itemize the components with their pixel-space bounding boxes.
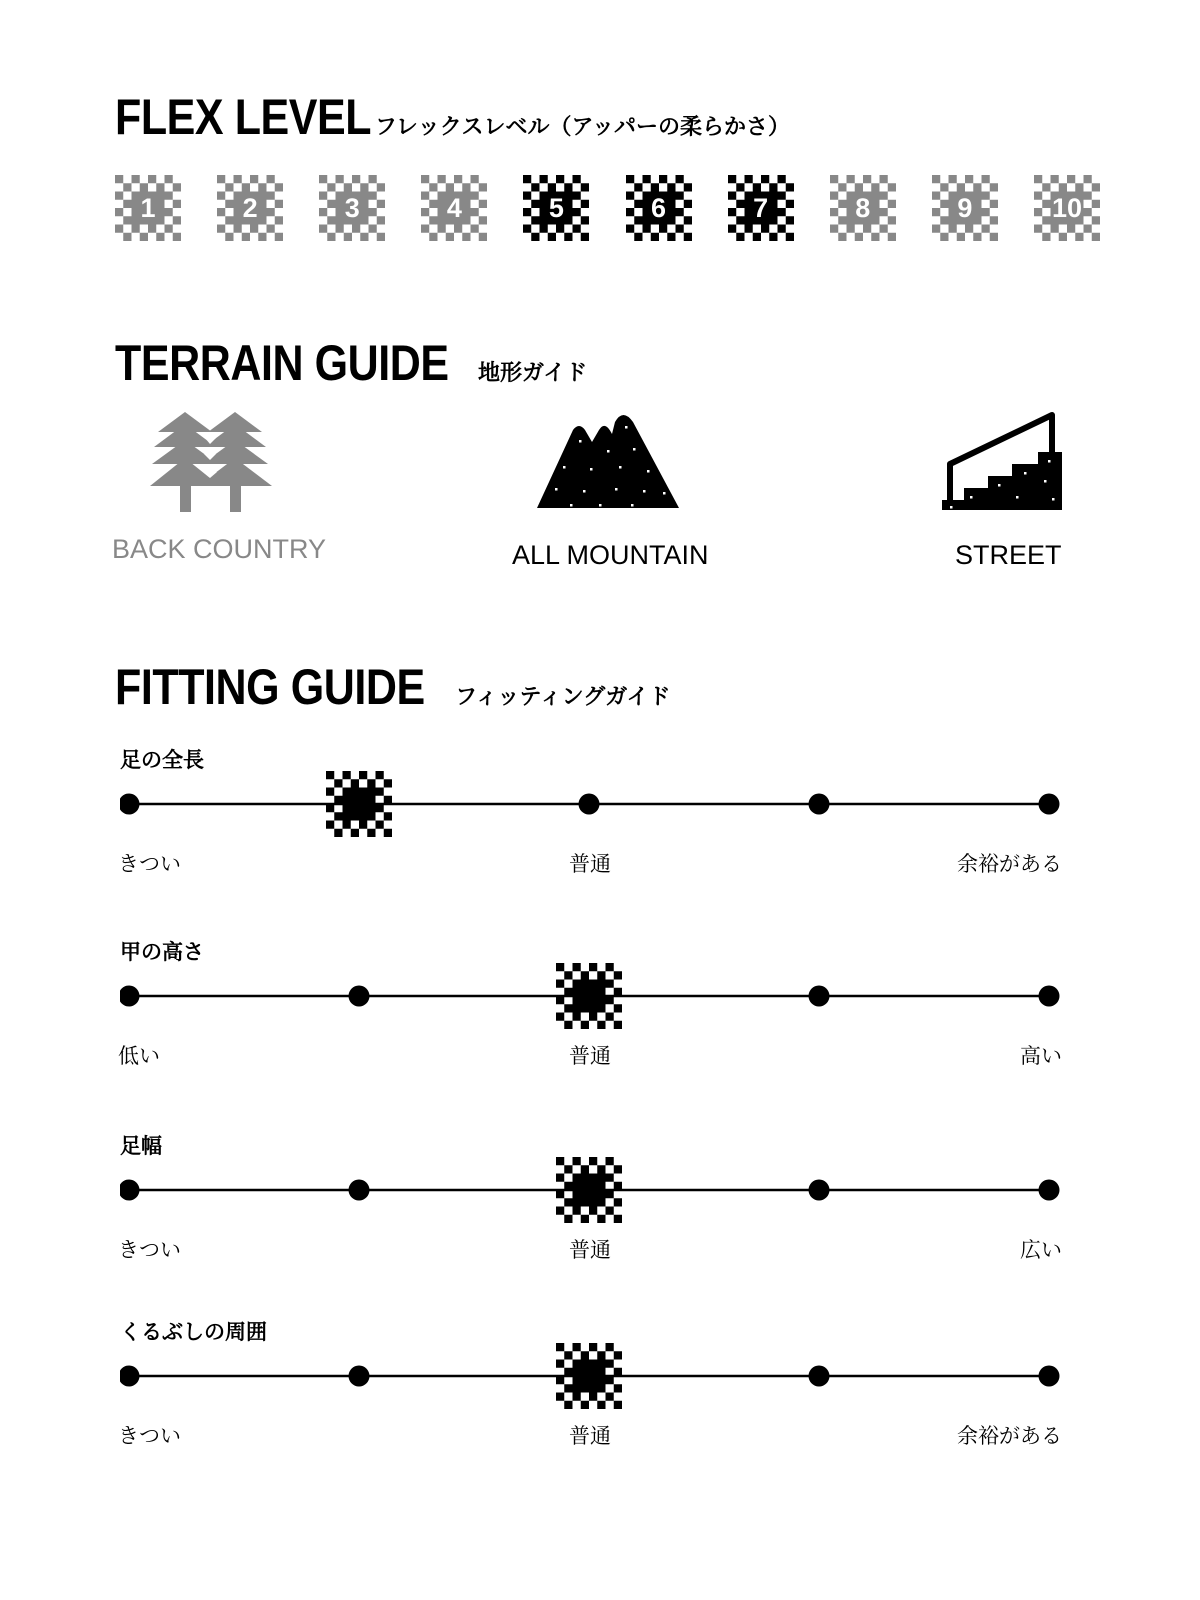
fitting-scale-track	[120, 764, 1080, 844]
trees-icon	[150, 410, 275, 515]
fitting-scale-dot	[120, 986, 140, 1007]
fitting-scale-left: きつい	[118, 852, 181, 876]
flex-level-8	[830, 175, 896, 241]
flex-level-subtitle: フレックスレベル（アッパーの柔らかさ）	[374, 115, 790, 140]
flex-level-number: 6	[651, 192, 667, 223]
flex-level-7	[728, 175, 794, 241]
fitting-scale-dot	[120, 1366, 140, 1387]
flex-level-number: 2	[242, 192, 258, 223]
fitting-scale-dot	[1039, 1366, 1060, 1387]
terrain-label-all-mountain: ALL MOUNTAIN	[512, 540, 709, 570]
fitting-scale-track	[120, 1336, 1080, 1416]
fitting-scale-track	[120, 1150, 1080, 1230]
fitting-scale-track	[120, 956, 1080, 1036]
fitting-scale-dot	[809, 794, 830, 815]
flex-level-number: 3	[344, 192, 360, 223]
fitting-guide-heading	[115, 659, 671, 715]
fitting-selected-marker	[556, 963, 622, 1029]
fitting-scale-left: きつい	[118, 1238, 181, 1262]
flex-level-title: FLEX LEVEL	[115, 89, 372, 145]
fitting-scale-right: 余裕がある	[957, 852, 1062, 876]
flex-level-scale	[115, 175, 1100, 241]
fitting-scale-dot	[1039, 794, 1060, 815]
fitting-scale-dot	[809, 1366, 830, 1387]
flex-level-1	[115, 175, 181, 241]
fitting-row-label: 足の全長	[120, 748, 204, 772]
terrain-guide-heading	[115, 335, 588, 391]
flex-level-5	[523, 175, 589, 241]
flex-level-number: 9	[957, 192, 973, 223]
stairs-rail-icon	[940, 410, 1065, 514]
terrain-label-back-country: BACK COUNTRY	[112, 534, 327, 564]
flex-level-2	[217, 175, 283, 241]
fitting-scale-dot	[120, 794, 140, 815]
flex-level-9	[932, 175, 998, 241]
fitting-selected-marker	[326, 771, 392, 837]
fitting-scale-center: 普通	[569, 1424, 611, 1448]
flex-level-number: 10	[1051, 192, 1082, 223]
flex-level-number: 7	[753, 192, 769, 223]
flex-level-number: 8	[855, 192, 871, 223]
fitting-scale-center: 普通	[569, 852, 611, 876]
fitting-scale-right: 余裕がある	[957, 1424, 1062, 1448]
mountain-icon	[535, 408, 683, 512]
fitting-row-label: 足幅	[120, 1134, 162, 1158]
fitting-scale-dot	[809, 986, 830, 1007]
fitting-scale-dot	[120, 1180, 140, 1201]
fitting-selected-marker	[556, 1343, 622, 1409]
fitting-guide-title: FITTING GUIDE	[115, 659, 425, 715]
flex-level-number: 1	[140, 192, 156, 223]
fitting-scale-dot	[349, 986, 370, 1007]
fitting-guide-subtitle: フィッティングガイド	[455, 685, 671, 710]
terrain-label-street: STREET	[955, 540, 1062, 570]
fitting-scale-dot	[809, 1180, 830, 1201]
fitting-scale-dot	[1039, 986, 1060, 1007]
fitting-scale-right: 高い	[1020, 1044, 1062, 1068]
fitting-scale-left: 低い	[118, 1044, 160, 1068]
flex-level-number: 5	[548, 192, 564, 223]
flex-level-3	[319, 175, 385, 241]
fitting-scale-center: 普通	[569, 1044, 611, 1068]
flex-level-10	[1034, 175, 1100, 241]
flex-level-6	[626, 175, 692, 241]
fitting-scale-dot	[349, 1366, 370, 1387]
fitting-selected-marker	[556, 1157, 622, 1223]
fitting-scale-dot	[1039, 1180, 1060, 1201]
fitting-scale-dot	[579, 794, 600, 815]
flex-level-4	[421, 175, 487, 241]
terrain-guide-subtitle: 地形ガイド	[477, 361, 588, 386]
fitting-row-label: 甲の高さ	[120, 940, 204, 964]
flex-level-number: 4	[446, 192, 462, 223]
terrain-guide-title: TERRAIN GUIDE	[115, 335, 449, 391]
flex-level-heading	[115, 89, 790, 145]
fitting-scale-dot	[349, 1180, 370, 1201]
fitting-row-label: くるぶしの周囲	[120, 1320, 267, 1344]
fitting-scale-left: きつい	[118, 1424, 181, 1448]
fitting-scale-right: 広い	[1020, 1238, 1062, 1262]
fitting-scale-center: 普通	[569, 1238, 611, 1262]
